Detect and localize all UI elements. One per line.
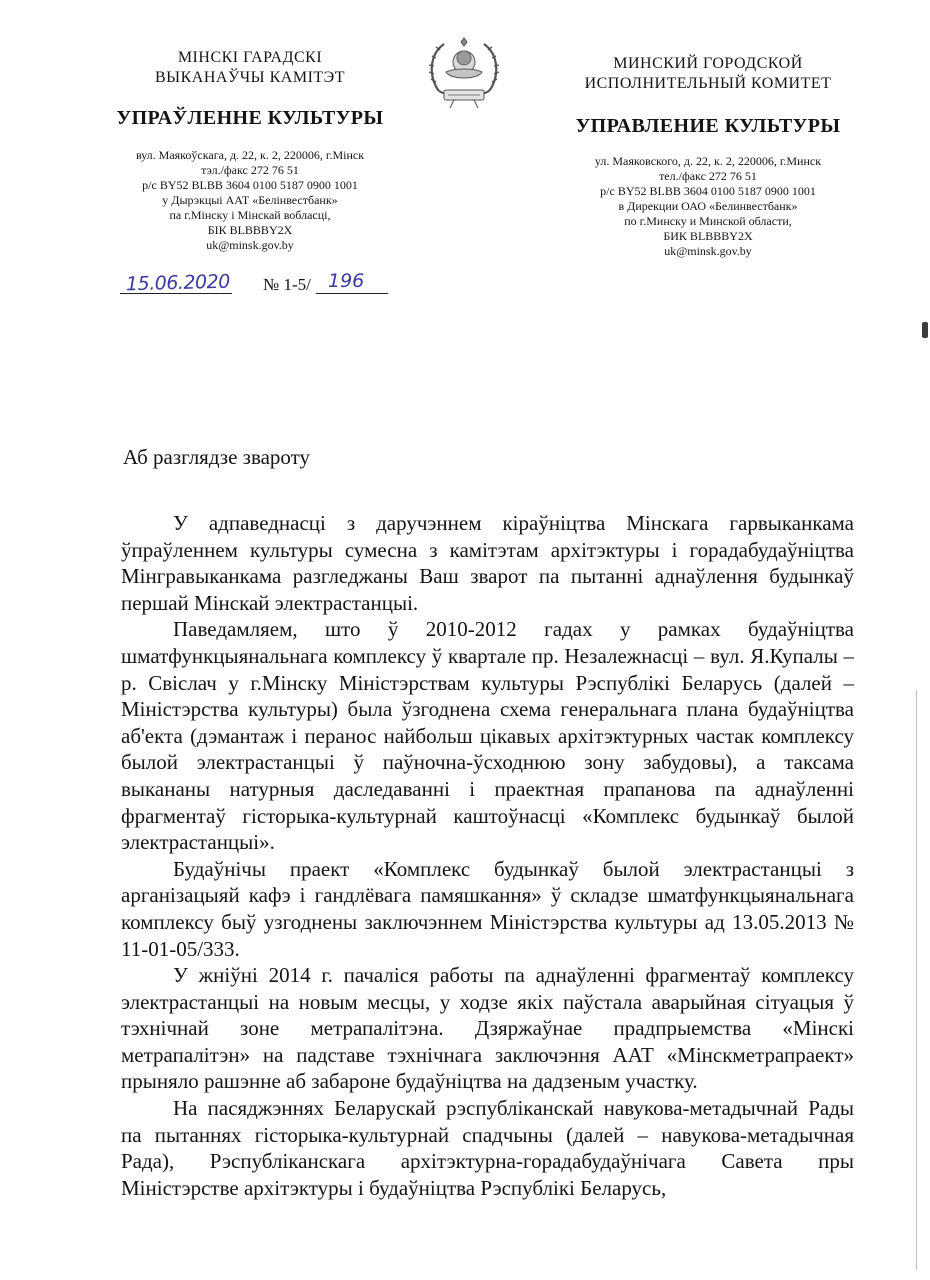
- bank-line: у Дырэкцыі ААТ «Белінвестбанк»: [162, 193, 338, 207]
- account-line: р/с BY52 BLBB 3604 0100 5187 0900 1001: [142, 178, 358, 192]
- org-name-line1: МИНСКИЙ ГОРОДСКОЙ: [613, 55, 803, 72]
- org-name-be: [95, 48, 405, 88]
- registration-line: [120, 272, 390, 296]
- body-paragraph: У адпаведнасці з даручэннем кіраўніцтва Мінскага гарвыканкама ўпраўленнем культуры сумесна з камітэтам архітэктуры і горадабудаўніцтва Мінгравыканкама разгледжаны Ваш зварот па пытанні аднаўлення будынкаў першай Мінскай электрастанцыі.: [121, 511, 854, 615]
- department-name-ru: УПРАВЛЕНИЕ КУЛЬТУРЫ: [575, 115, 841, 137]
- letterhead-russian: [548, 54, 868, 259]
- letterhead-belarusian: [95, 48, 405, 253]
- body-paragraph: На пасяджэннях Беларускай рэспубліканскай навукова-метадычнай Рады па пытаннях гісторыка-культурнай спадчыны (далей – навукова-метадычная Рада), Рэспубліканскага архітэктурна-горадабудаўнічага Савета пры Міністэрстве архітэктуры і будаўніцтва Рэспублікі Беларусь,: [121, 1096, 854, 1200]
- org-name-line2: ИСПОЛНИТЕЛЬНЫЙ КОМИТЕТ: [584, 75, 832, 92]
- phone-line: тел./факс 272 76 51: [659, 169, 757, 183]
- scan-edge-line: [916, 690, 917, 1270]
- contacts-ru: [548, 154, 868, 259]
- address-line: ул. Маяковского, д. 22, к. 2, 220006, г.Минск: [594, 154, 822, 168]
- scan-edge-mark: [922, 322, 928, 338]
- document-number-prefix: № 1-5/: [263, 275, 311, 294]
- bank-region-line: па г.Мінску і Мінскай вобласці,: [169, 208, 331, 222]
- number-underline: [316, 293, 388, 294]
- email-line: uk@minsk.gov.by: [206, 238, 294, 252]
- body-paragraph: У жніўні 2014 г. пачаліся работы па аднаўленні фрагментаў комплексу электрастанцыі на новым месцы, у ходзе якіх паўстала аварыйная сітуацыя ў тэхнічнай зоне метрапалітэна. Дзяржаўнае прадпрыемства «Мінскі метрапалітэн» на падставе тэхнічнага заключэння ААТ «Мінскметрапраект» прыняло рашэнне аб забароне будаўніцтва на дадзеным участку.: [121, 963, 854, 1094]
- bic-line: БИК BLBBBY2X: [663, 229, 753, 243]
- letter-subject: Аб разглядзе звароту: [123, 445, 311, 469]
- account-line: р/с BY52 BLBB 3604 0100 5187 0900 1001: [600, 184, 816, 198]
- bic-line: БІК BLBBBY2X: [207, 223, 293, 237]
- contacts-be: [95, 148, 405, 253]
- department-name-be: УПРАЎЛЕННЕ КУЛЬТУРЫ: [116, 107, 384, 129]
- body-paragraph: Паведамляем, што ў 2010-2012 гадах у рамках будаўніцтва шматфункцыянальнага комплексу ў квартале пр. Незалежнасці – вул. Я.Купалы – р. Свіслач у г.Мінску Міністэрствам культуры Рэспублікі Беларусь (далей – Міністэрства культуры) была ўзгоднена схема генеральнага плана будаўніцтва аб'екта (дэмантаж і перанос найбольш цікавых архітэктурных частак комплексу былой электрастанцыі ў паўночна-ўсходнюю зону забудовы), а таксама выкананы натурныя даследаванні і праектная прапанова па аднаўленні фрагментаў гісторыка-культурнай каштоўнасці «Комплекс будынкаў былой электрастанцыі».: [121, 617, 854, 855]
- handwritten-number: 196: [328, 270, 365, 292]
- address-line: вул. Маякоўскага, д. 22, к. 2, 220006, г.Мінск: [135, 148, 365, 162]
- date-underline: [120, 293, 232, 294]
- bank-line: в Дирекции ОАО «Белинвестбанк»: [618, 199, 798, 213]
- handwritten-date: 15.06.2020: [125, 270, 231, 296]
- letter-body: [121, 510, 854, 1201]
- org-name-line1: МІНСКІ ГАРАДСКІ: [177, 49, 323, 66]
- org-name-line2: ВЫКАНАЎЧЫ КАМІТЭТ: [154, 69, 346, 86]
- email-line: uk@minsk.gov.by: [664, 244, 752, 258]
- state-emblem-icon: [424, 28, 504, 114]
- org-name-ru: [548, 54, 868, 94]
- phone-line: тэл./факс 272 76 51: [201, 163, 299, 177]
- body-paragraph: Будаўнічы праект «Комплекс будынкаў былой электрастанцыі з арганізацыяй кафэ і гандлёвага памяшкання» ў складзе шматфункцыянальнага комплексу быў узгоднены заключэннем Міністэрства культуры ад 13.05.2013 № 11-01-05/333.: [121, 856, 854, 961]
- bank-region-line: по г.Минску и Минской области,: [624, 214, 792, 228]
